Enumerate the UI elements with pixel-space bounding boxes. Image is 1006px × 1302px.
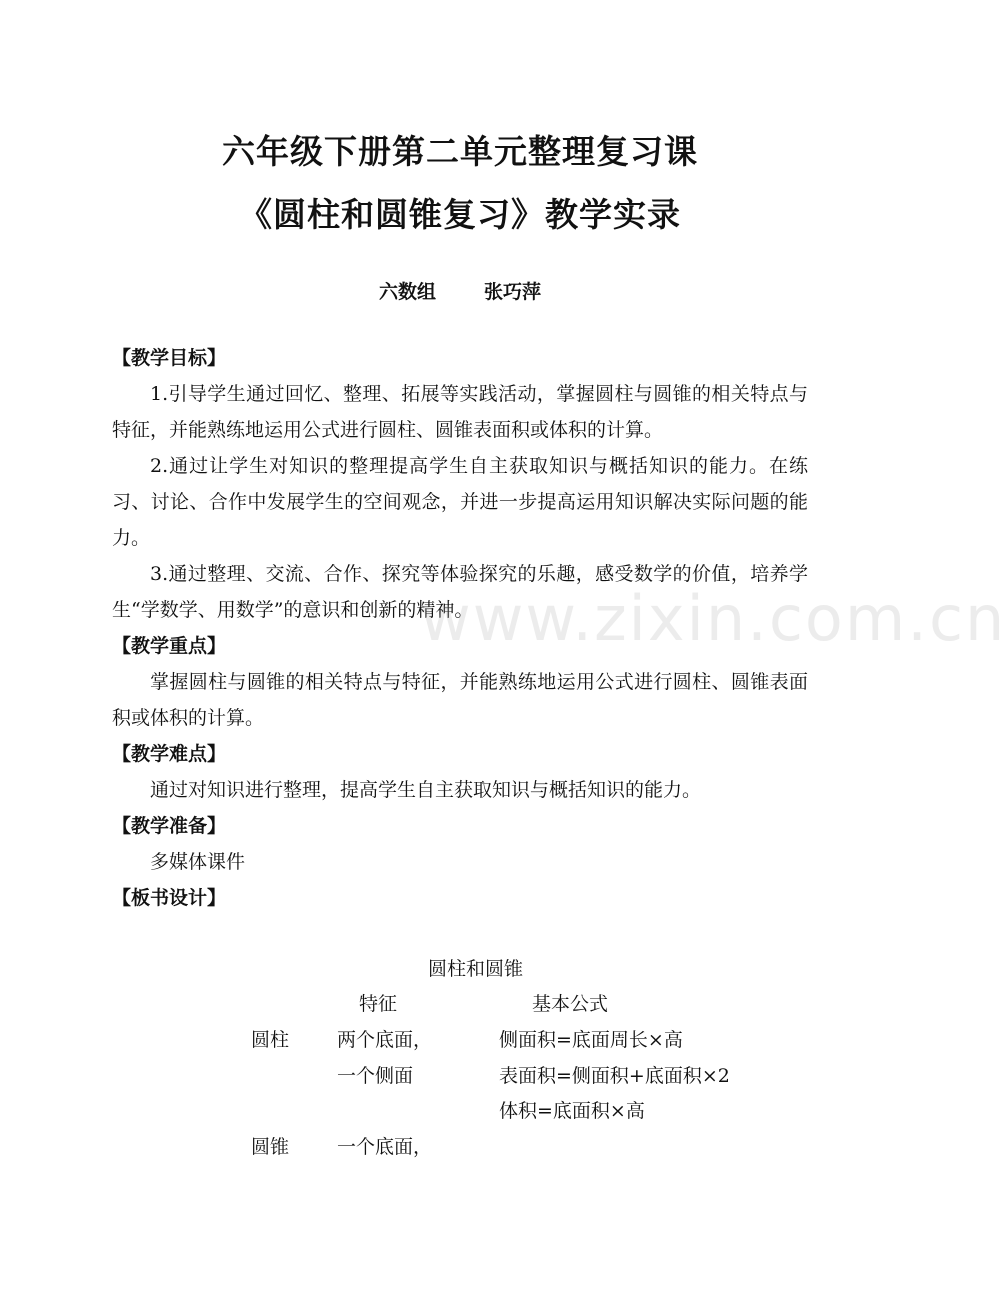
board-col-features: 特征 <box>359 993 398 1015</box>
board-formula-lateral: 侧面积=底面周长×高 <box>499 1029 683 1051</box>
objective-item: 3.通过整理、交流、合作、探究等体验探究的乐趣，感受数学的价值，培养学生“学数学、用数学”的意识和创新的精神。 <box>112 563 808 621</box>
author-name: 张巧萍 <box>484 281 542 303</box>
board-cone-feature: 一个底面， <box>337 1136 433 1158</box>
preparation-heading: 【教学准备】 <box>112 815 227 837</box>
board-cylinder-feature: 一个侧面 <box>337 1065 414 1087</box>
document-title-line1: 六年级下册第二单元整理复习课 <box>222 132 698 171</box>
board-heading: 【板书设计】 <box>112 887 227 909</box>
board-col-formulas: 基本公式 <box>532 993 609 1015</box>
author-group: 六数组 <box>378 281 436 303</box>
difficulties-text: 通过对知识进行整理，提高学生自主获取知识与概括知识的能力。 <box>150 779 702 801</box>
key-points-heading: 【教学重点】 <box>112 635 227 657</box>
preparation-text: 多媒体课件 <box>150 851 246 873</box>
key-points-text: 掌握圆柱与圆锥的相关特点与特征，并能熟练地运用公式进行圆柱、圆锥表面积或体积的计算。 <box>112 671 808 729</box>
board-formula-volume: 体积=底面积×高 <box>499 1100 645 1122</box>
board-cone-label: 圆锥 <box>251 1136 290 1158</box>
watermark: www.zixin.com.cn <box>420 582 1006 655</box>
board-formula-surface: 表面积=侧面积+底面积×2 <box>499 1065 730 1087</box>
objective-item: 1.引导学生通过回忆、整理、拓展等实践活动，掌握圆柱与圆锥的相关特点与特征，并能熟练地运用公式进行圆柱、圆锥表面积或体积的计算。 <box>112 383 808 441</box>
document-title-line2: 《圆柱和圆锥复习》教学实录 <box>239 195 681 234</box>
board-title: 圆柱和圆锥 <box>428 958 524 980</box>
board-design <box>0 948 920 1168</box>
board-cylinder-feature: 两个底面， <box>337 1029 433 1051</box>
difficulties-heading: 【教学难点】 <box>112 743 227 765</box>
document-body <box>112 340 808 916</box>
objective-item: 2.通过让学生对知识的整理提高学生自主获取知识与概括知识的能力。在练习、讨论、合作中发展学生的空间观念，并进一步提高运用知识解决实际问题的能力。 <box>112 455 808 549</box>
board-cylinder-label: 圆柱 <box>251 1029 290 1051</box>
objectives-heading: 【教学目标】 <box>112 347 227 369</box>
author-line <box>0 277 920 304</box>
